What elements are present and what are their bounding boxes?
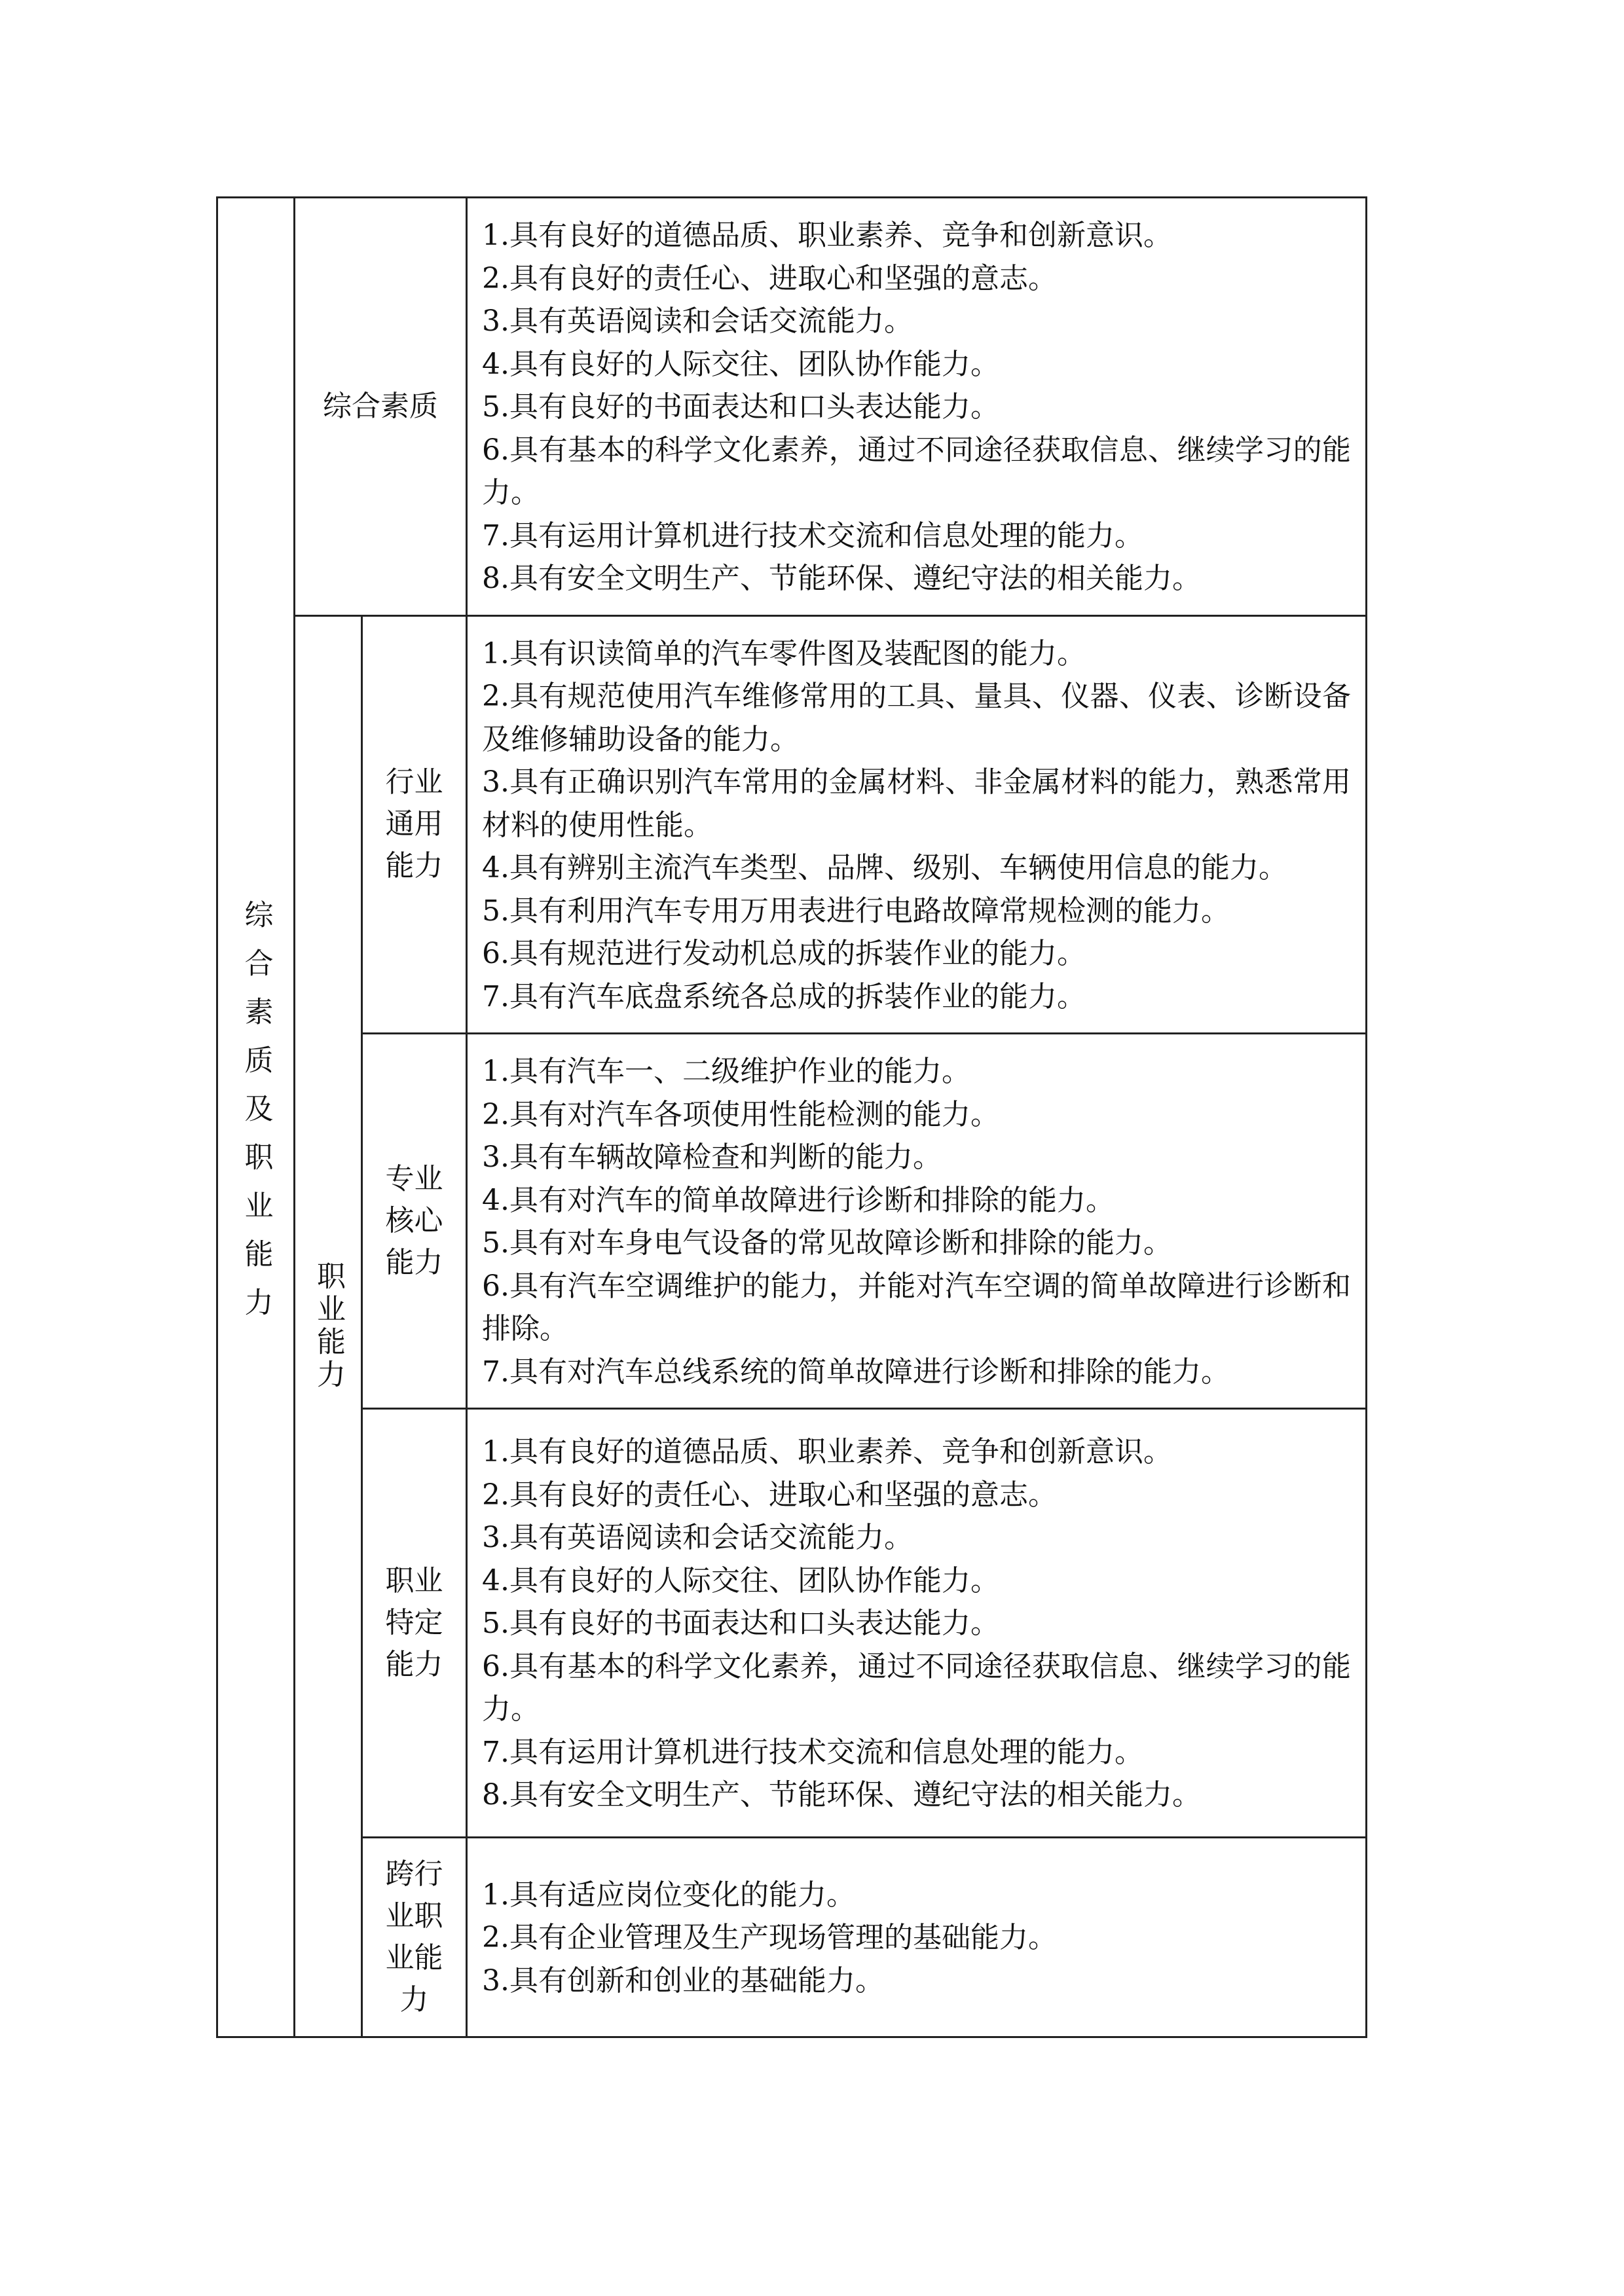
- list-item: 5.具有利用汽车专用万用表进行电路故障常规检测的能力。: [482, 894, 1230, 928]
- group-label-specific-ability: 职业特定能力: [385, 1564, 443, 1681]
- general-quality-list: [482, 214, 1351, 600]
- group-items-cell: [467, 1838, 1367, 2037]
- list-item: 8.具有安全文明生产、节能环保、遵纪守法的相关能力。: [482, 562, 1201, 595]
- group-label-cell: [362, 1034, 467, 1409]
- list-item: 4.具有良好的人际交往、团队协作能力。: [482, 1563, 999, 1597]
- list-item: 2.具有企业管理及生产现场管理的基础能力。: [482, 1921, 1057, 1955]
- list-item: 3.具有英语阅读和会话交流能力。: [482, 1521, 913, 1555]
- table-row-specific-ability: [217, 1409, 1367, 1838]
- group-items-cell: [467, 1409, 1367, 1838]
- list-item: 7.具有对汽车总线系统的简单故障进行诊断和排除的能力。: [482, 1355, 1230, 1389]
- list-item: 1.具有良好的道德品质、职业素养、竞争和创新意识。: [482, 219, 1172, 252]
- list-item: 5.具有对车身电气设备的常见故障诊断和排除的能力。: [482, 1226, 1172, 1260]
- list-item: 1.具有良好的道德品质、职业素养、竞争和创新意识。: [482, 1435, 1172, 1469]
- list-item: 6.具有基本的科学文化素养，通过不同途径获取信息、继续学习的能力。: [482, 1649, 1351, 1726]
- specific-ability-list: [482, 1430, 1351, 1817]
- list-item: 2.具有良好的责任心、进取心和坚强的意志。: [482, 1478, 1057, 1512]
- group-items-cell: [467, 1034, 1367, 1409]
- list-item: 2.具有规范使用汽车维修常用的工具、量具、仪器、仪表、诊断设备及维修辅助设备的能力。: [482, 680, 1351, 756]
- list-item: 2.具有对汽车各项使用性能检测的能力。: [482, 1097, 999, 1131]
- group-label-cross-industry: 跨行业职业能力: [385, 1857, 443, 2016]
- list-item: 4.具有对汽车的简单故障进行诊断和排除的能力。: [482, 1183, 1115, 1217]
- outer-category-label: 综合素质及职业能力: [239, 899, 273, 1336]
- list-item: 7.具有运用计算机进行技术交流和信息处理的能力。: [482, 1735, 1143, 1769]
- list-item: 6.具有基本的科学文化素养，通过不同途径获取信息、继续学习的能力。: [482, 433, 1351, 509]
- list-item: 4.具有良好的人际交往、团队协作能力。: [482, 347, 999, 381]
- group-label-core-ability: 专业核心能力: [385, 1162, 443, 1279]
- core-ability-list: [482, 1050, 1351, 1393]
- list-item: 4.具有辨别主流汽车类型、品牌、级别、车辆使用信息的能力。: [482, 851, 1287, 884]
- table-row-industry-general: [217, 615, 1367, 1034]
- list-item: 3.具有创新和创业的基础能力。: [482, 1963, 884, 1997]
- table-row-core-ability: [217, 1034, 1367, 1409]
- list-item: 8.具有安全文明生产、节能环保、遵纪守法的相关能力。: [482, 1778, 1201, 1812]
- table-row-cross-industry: [217, 1838, 1367, 2037]
- table-row-general-quality: [217, 198, 1367, 616]
- list-item: 5.具有良好的书面表达和口头表达能力。: [482, 390, 999, 424]
- group-items-cell: [467, 615, 1367, 1034]
- list-item: 1.具有识读简单的汽车零件图及装配图的能力。: [482, 636, 1086, 670]
- general-quality-label-cell: [295, 198, 467, 616]
- list-item: 1.具有适应岗位变化的能力。: [482, 1878, 855, 1912]
- general-quality-items-cell: [467, 198, 1367, 616]
- list-item: 5.具有良好的书面表达和口头表达能力。: [482, 1607, 999, 1641]
- general-quality-label: 综合素质: [323, 389, 438, 423]
- list-item: 7.具有运用计算机进行技术交流和信息处理的能力。: [482, 519, 1143, 553]
- list-item: 6.具有规范进行发动机总成的拆装作业的能力。: [482, 937, 1086, 970]
- group-label-cell: [362, 615, 467, 1034]
- professional-ability-label-cell: [295, 615, 362, 2037]
- list-item: 3.具有英语阅读和会话交流能力。: [482, 304, 913, 338]
- group-label-cell: [362, 1838, 467, 2037]
- list-item: 3.具有车辆故障检查和判断的能力。: [482, 1140, 942, 1174]
- list-item: 6.具有汽车空调维护的能力，并能对汽车空调的简单故障进行诊断和排除。: [482, 1269, 1351, 1345]
- group-label-industry-general: 行业通用能力: [385, 765, 443, 883]
- list-item: 3.具有正确识别汽车常用的金属材料、非金属材料的能力，熟悉常用材料的使用性能。: [482, 765, 1351, 842]
- list-item: 1.具有汽车一、二级维护作业的能力。: [482, 1055, 970, 1088]
- group-label-cell: [362, 1409, 467, 1838]
- cross-industry-list: [482, 1874, 1351, 2003]
- ability-table: [216, 196, 1367, 2038]
- list-item: 7.具有汽车底盘系统各总成的拆装作业的能力。: [482, 979, 1086, 1013]
- professional-ability-label: 职业能力: [312, 1260, 345, 1392]
- list-item: 2.具有良好的责任心、进取心和坚强的意志。: [482, 261, 1057, 295]
- industry-general-list: [482, 632, 1351, 1019]
- outer-category-cell: [217, 198, 295, 2037]
